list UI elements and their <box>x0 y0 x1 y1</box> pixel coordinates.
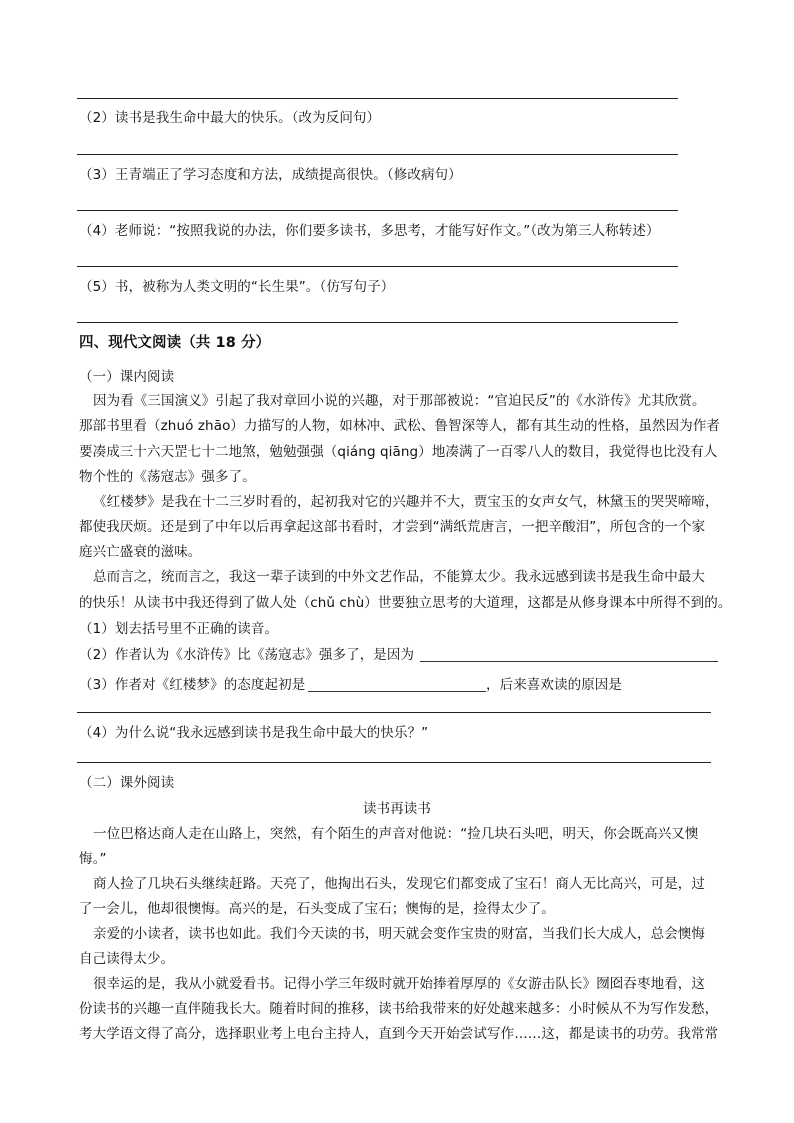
p3-line: 的快乐！从读书中我还得到了做人处（chǔ chù）世要独立思考的大道理，这都是从修身课本中所得不到的。 <box>79 595 732 611</box>
answer-line[interactable] <box>77 98 678 99</box>
answer-line[interactable] <box>77 154 678 155</box>
answer-blank[interactable] <box>308 691 486 692</box>
p1-line: 因为看《三国演义》引起了我对章回小说的兴趣，对于那部被说：“官迫民反”的《水浒传》尤其欣赏。 <box>93 393 706 409</box>
question-3b: ，后来喜欢读的原因是 <box>486 677 622 693</box>
article-line: 很幸运的是，我从小就爱看书。记得小学三年级时就开始捧着厚厚的《女游击队长》囫囵吞枣地看，这 <box>93 976 705 992</box>
article-line: 亲爱的小读者，读书也如此。我们今天读的书，明天就会变作宝贵的财富，当我们长大成人，总会懊悔 <box>93 926 705 942</box>
answer-blank[interactable] <box>420 661 718 662</box>
p1-line: 那部书里看（zhuó zhāo）力描写的人物，如林冲、武松、鲁智深等人，都有其生动的性格，虽然因为作者 <box>79 418 721 434</box>
item-5: （5）书，被称为人类文明的“长生果”。（仿写句子） <box>79 279 395 295</box>
part1-label: （一）课内阅读 <box>79 369 175 385</box>
article-line: 自己读得太少。 <box>79 951 175 967</box>
answer-line[interactable] <box>77 210 678 211</box>
article-line: 考大学语文得了高分，选择职业考上电台主持人，直到今天开始尝试写作……这，都是读书的功劳。我常常 <box>79 1026 719 1042</box>
article-line: 商人捡了几块石头继续赶路。天亮了，他掏出石头，发现它们都变成了宝石！商人无比高兴，可是，过 <box>93 876 705 892</box>
answer-line[interactable] <box>77 762 711 763</box>
p1-line: 物个性的《荡寇志》强多了。 <box>79 469 256 485</box>
article-line: 份读书的兴趣一直伴随我长大。随着时间的推移，读书给我带来的好处越来越多：小时候从不为写作发愁， <box>79 1001 719 1017</box>
p3-line: 总而言之，统而言之，我这一辈子读到的中外文艺作品，不能算太少。我永远感到读书是我生命中最大 <box>93 569 705 585</box>
article-line: 一位巴格达商人走在山路上，突然，有个陌生的声音对他说：“捡几块石头吧，明天，你会既高兴又懊 <box>93 826 699 842</box>
question-3a: （3）作者对《红楼梦》的态度起初是 <box>79 677 306 693</box>
question-2: （2）作者认为《水浒传》比《荡寇志》强多了，是因为 <box>79 647 415 663</box>
p2-line: 庭兴亡盛衰的滋味。 <box>79 544 202 560</box>
section-title: 四、现代文阅读（共 18 分） <box>79 335 271 351</box>
question-4: （4）为什么说“我永远感到读书是我生命中最大的快乐？” <box>79 725 429 741</box>
article-title: 读书再读书 <box>363 801 431 817</box>
answer-line[interactable] <box>77 322 678 323</box>
p1-line: 要凑成三十六天罡七十二地煞，勉勉强强（qiáng qiāng）地凑满了一百零八人的数目，我觉得也比没有人 <box>79 444 718 460</box>
p2-line: 《红楼梦》是我在十二三岁时看的，起初我对它的兴趣并不大，贾宝玉的女声女气，林黛玉的哭哭啼啼， <box>93 494 719 510</box>
answer-line[interactable] <box>77 266 678 267</box>
item-2: （2）读书是我生命中最大的快乐。（改为反问句） <box>79 110 381 126</box>
part2-label: （二）课外阅读 <box>79 775 175 791</box>
p2-line: 都使我厌烦。还是到了中年以后再拿起这部书看时，才尝到“满纸荒唐言，一把辛酸泪”，所包含的一个家 <box>79 519 706 535</box>
article-line: 悔。” <box>79 851 107 867</box>
item-3: （3）王青端正了学习态度和方法，成绩提高很快。（修改病句） <box>79 167 462 183</box>
article-line: 了一会儿，他却很懊悔。高兴的是，石头变成了宝石；懊悔的是，捡得太少了。 <box>79 901 555 917</box>
item-4: （4）老师说：“按照我说的办法，你们要多读书，多思考，才能写好作文。”（改为第三人称转述） <box>79 223 660 239</box>
answer-line[interactable] <box>77 712 711 713</box>
question-1: （1）划去括号里不正确的读音。 <box>79 621 279 637</box>
